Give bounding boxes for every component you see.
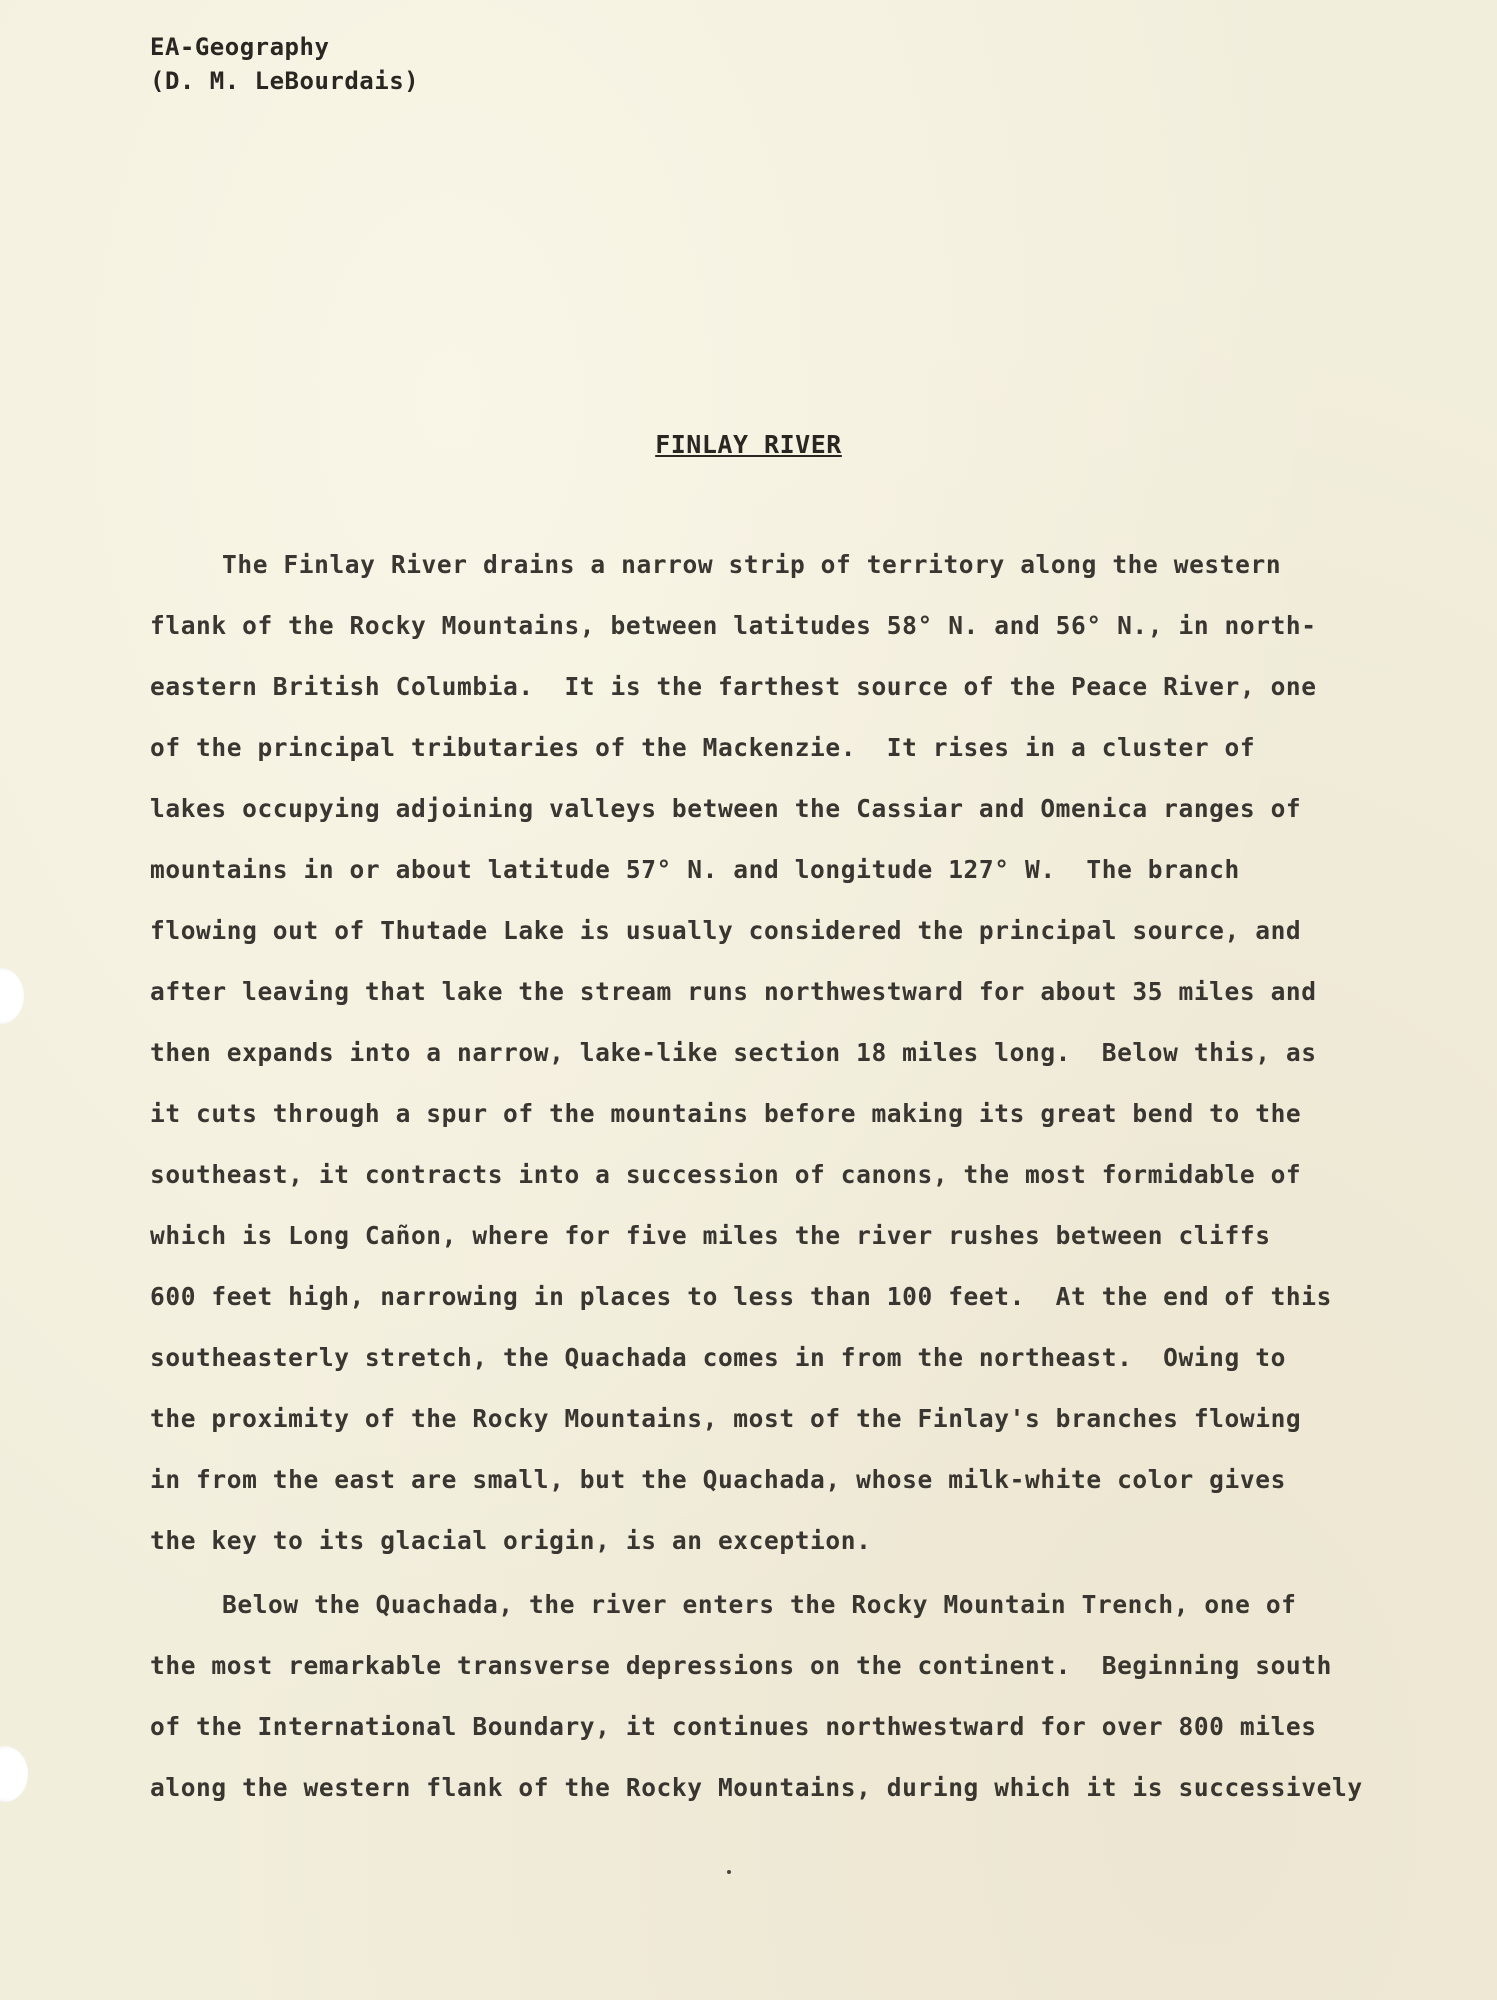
text-line: the key to its glacial origin, is an exception. (150, 1526, 872, 1555)
paper-speck (727, 1870, 731, 1874)
text-line: flowing out of Thutade Lake is usually considered the principal source, and (150, 916, 1302, 945)
document-header (150, 30, 419, 98)
text-line: then expands into a narrow, lake-like section 18 miles long. Below this, as (150, 1038, 1317, 1067)
document-title: FINLAY RIVER (655, 430, 842, 459)
text-line: southeasterly stretch, the Quachada comes in from the northeast. Owing to (150, 1343, 1286, 1372)
text-line: Below the Quachada, the river enters the Rocky Mountain Trench, one of (222, 1590, 1297, 1619)
text-line: the most remarkable transverse depressions on the continent. Beginning south (150, 1651, 1332, 1680)
text-line: The Finlay River drains a narrow strip of territory along the western (222, 550, 1282, 579)
text-line: southeast, it contracts into a succession of canons, the most formidable of (150, 1160, 1302, 1189)
text-line: of the principal tributaries of the Mackenzie. It rises in a cluster of (150, 733, 1256, 762)
header-author: (D. M. LeBourdais) (150, 67, 420, 95)
header-subject: EA-Geography (150, 33, 330, 61)
text-line: the proximity of the Rocky Mountains, most of the Finlay's branches flowing (150, 1404, 1302, 1433)
text-line: eastern British Columbia. It is the farthest source of the Peace River, one (150, 672, 1317, 701)
text-line: along the western flank of the Rocky Mountains, during which it is successively (150, 1773, 1363, 1802)
text-line: mountains in or about latitude 57° N. and longitude 127° W. The branch (150, 855, 1240, 884)
punch-hole-upper (0, 968, 24, 1024)
text-line: lakes occupying adjoining valleys between the Cassiar and Omenica ranges of (150, 794, 1302, 823)
text-line: 600 feet high, narrowing in places to less than 100 feet. At the end of this (150, 1282, 1332, 1311)
text-line: flank of the Rocky Mountains, between latitudes 58° N. and 56° N., in north- (150, 611, 1317, 640)
text-line: in from the east are small, but the Quachada, whose milk-white color gives (150, 1465, 1286, 1494)
punch-hole-lower (0, 1746, 28, 1802)
text-line: it cuts through a spur of the mountains before making its great bend to the (150, 1099, 1302, 1128)
text-line: of the International Boundary, it continues northwestward for over 800 miles (150, 1712, 1317, 1741)
text-line: which is Long Cañon, where for five miles the river rushes between cliffs (150, 1221, 1271, 1250)
text-line: after leaving that lake the stream runs northwestward for about 35 miles and (150, 977, 1317, 1006)
